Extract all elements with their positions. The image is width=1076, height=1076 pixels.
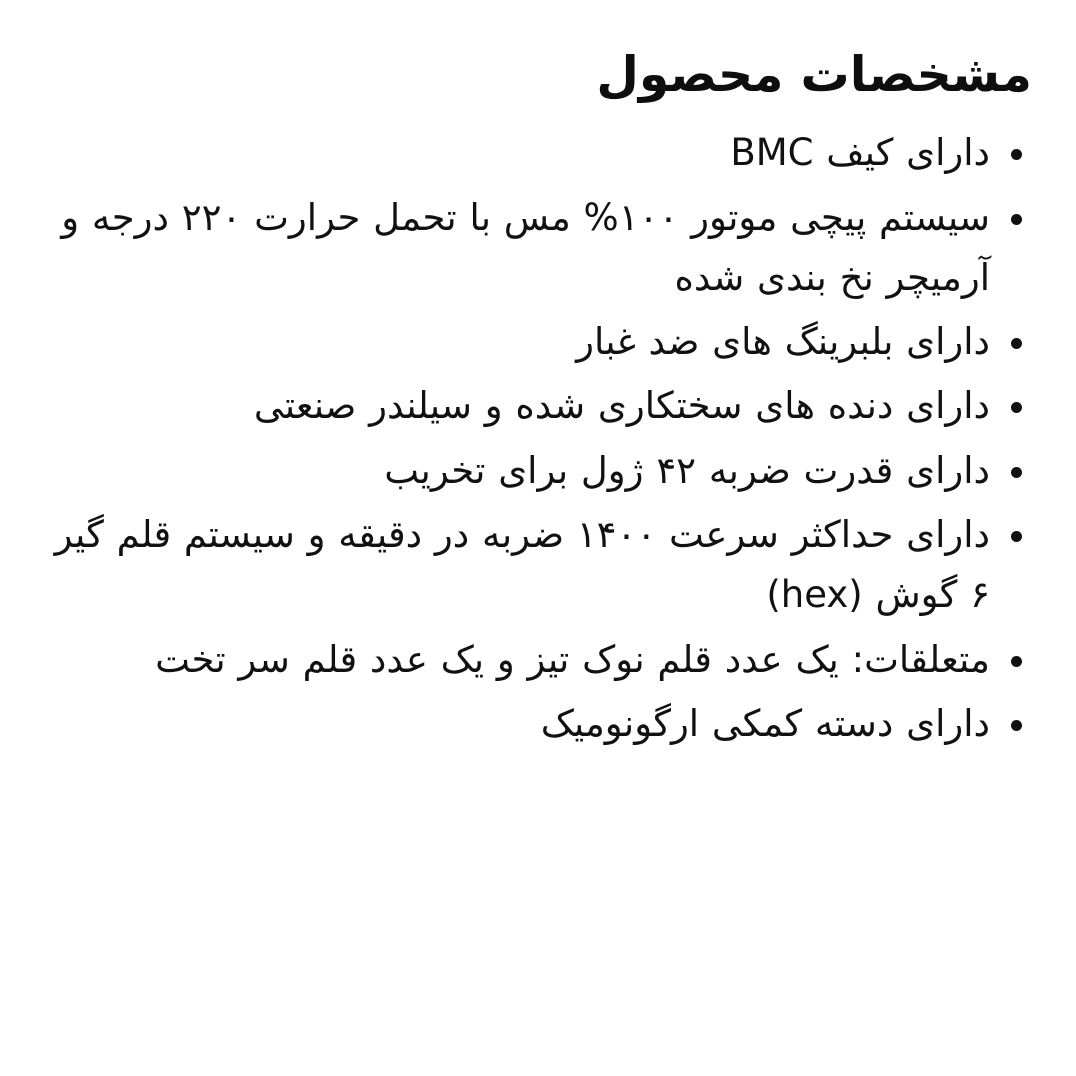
specs-list bbox=[40, 123, 1036, 754]
list-item: دارای حداکثر سرعت ۱۴۰۰ ضربه در دقیقه و سیستم قلم گیر ۶ گوش (hex) bbox=[40, 505, 1036, 626]
list-item: دارای دنده های سختکاری شده و سیلندر صنعتی bbox=[40, 376, 1036, 436]
list-item: دارای بلبرینگ های ضد غبار bbox=[40, 312, 1036, 372]
page-title: مشخصات محصول bbox=[596, 46, 1032, 103]
list-item: متعلقات: یک عدد قلم نوک تیز و یک عدد قلم سر تخت bbox=[40, 630, 1036, 690]
list-item: دارای دسته کمکی ارگونومیک bbox=[40, 694, 1036, 754]
list-item: سیستم پیچی موتور ۱۰۰% مس با تحمل حرارت ۲۲۰ درجه و آرمیچر نخ بندی شده bbox=[40, 188, 1036, 309]
list-item: دارای کیف BMC bbox=[40, 123, 1036, 183]
list-item: دارای قدرت ضربه ۴۲ ژول برای تخریب bbox=[40, 441, 1036, 501]
